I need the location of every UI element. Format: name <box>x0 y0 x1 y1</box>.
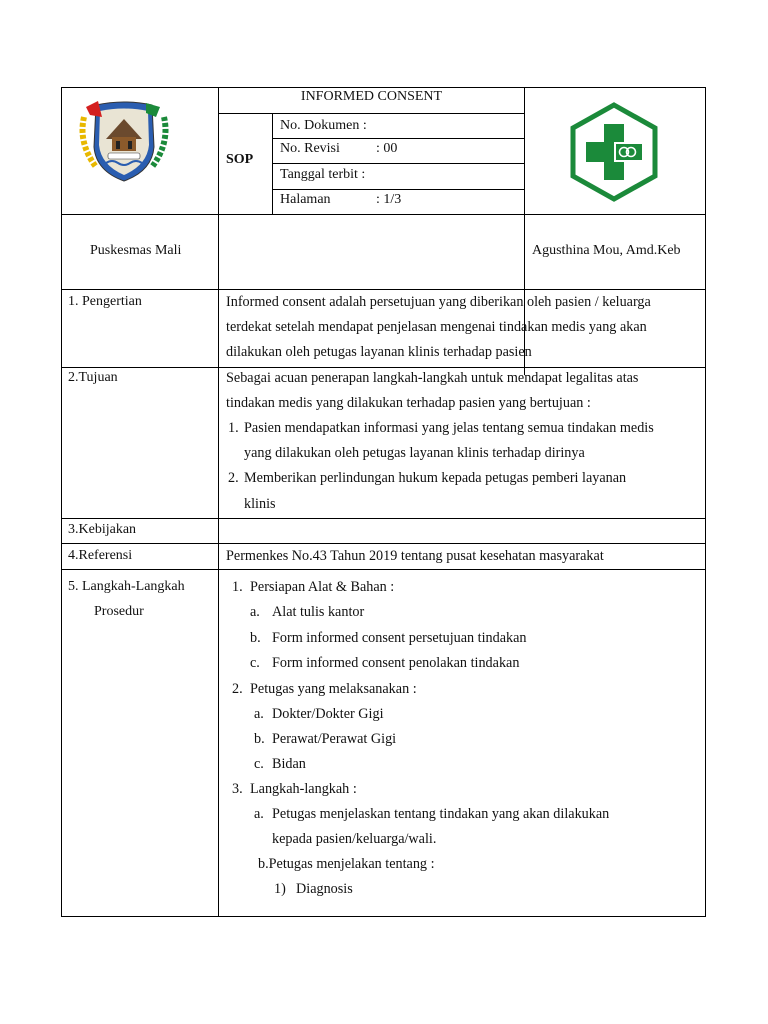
col-divider-sop <box>272 113 273 215</box>
row-divider-tujuan <box>61 518 706 519</box>
row-divider-referensi <box>61 569 706 570</box>
list-item-marker: c. <box>250 655 260 671</box>
institution-name: Puskesmas Mali <box>90 243 182 258</box>
tujuan-item-line: Pasien mendapatkan informasi yang jelas tentang semua tindakan medis <box>244 420 654 436</box>
sub-list-marker: 1) <box>274 881 286 897</box>
list-item: Form informed consent persetujuan tindakan <box>272 630 527 646</box>
pengertian-line: Informed consent adalah persetujuan yang diberikan oleh pasien / keluarga <box>226 294 651 310</box>
tujuan-item-line: Memberikan perlindungan hukum kepada petugas pemberi layanan <box>244 470 627 486</box>
row-divider-kebijakan <box>61 543 706 544</box>
sub-list-item: Diagnosis <box>296 881 353 897</box>
section-label-langkah: 5. Langkah-Langkah <box>68 579 185 594</box>
list-item-marker: c. <box>254 756 264 772</box>
row-divider-pengertian <box>61 367 706 368</box>
revision-value: : 00 <box>376 141 398 156</box>
col-divider-1 <box>218 87 219 917</box>
tujuan-item-number: 2. <box>228 470 239 486</box>
tujuan-intro-line: Sebagai acuan penerapan langkah-langkah untuk mendapat legalitas atas <box>226 370 639 386</box>
list-item: b.Petugas menjelakan tentang : <box>258 856 435 872</box>
header-row-divider-2 <box>272 163 525 164</box>
table-border-left <box>61 87 62 917</box>
section-label-tujuan: 2.Tujuan <box>68 370 118 385</box>
list-item: Perawat/Perawat Gigi <box>272 731 397 747</box>
section-label-kebijakan: 3.Kebijakan <box>68 522 137 537</box>
signatory-name: Agusthina Mou, Amd.Keb <box>532 243 681 258</box>
referensi-text: Permenkes No.43 Tahun 2019 tentang pusat kesehatan masyarakat <box>226 548 604 564</box>
tujuan-item-number: 1. <box>228 420 239 436</box>
section-label-prosedur: Prosedur <box>94 604 144 619</box>
puskesmas-logo-icon <box>568 102 660 202</box>
pengertian-line: terdekat setelah mendapat penjelasan mengenai tindakan medis yang akan <box>226 319 647 335</box>
issue-date-label: Tanggal terbit : <box>280 167 366 182</box>
header-row-divider-1 <box>272 138 525 139</box>
regional-emblem-icon <box>76 97 172 185</box>
tujuan-item-line: yang dilakukan oleh petugas layanan klinis terhadap dirinya <box>244 445 585 461</box>
langkah-group-number: 3. <box>232 781 243 797</box>
sop-label: SOP <box>226 152 254 167</box>
header-title-divider <box>218 113 525 114</box>
list-item-marker: b. <box>250 630 261 646</box>
langkah-group-title: Petugas yang melaksanakan : <box>250 681 417 697</box>
page-label: Halaman <box>280 192 331 207</box>
section-label-pengertian: 1. Pengertian <box>68 294 142 309</box>
section-label-referensi: 4.Referensi <box>68 548 133 563</box>
list-item: Form informed consent penolakan tindakan <box>272 655 520 671</box>
langkah-group-number: 2. <box>232 681 243 697</box>
list-item-marker: b. <box>254 731 265 747</box>
table-border-right <box>705 87 706 917</box>
table-border-top <box>61 87 706 88</box>
langkah-group-title: Langkah-langkah : <box>250 781 357 797</box>
list-item-continuation: kepada pasien/keluarga/wali. <box>272 831 437 847</box>
list-item-marker: a. <box>250 604 260 620</box>
list-item-marker: a. <box>254 806 264 822</box>
list-item-marker: a. <box>254 706 264 722</box>
row-divider-institution <box>61 289 706 290</box>
list-item: Dokter/Dokter Gigi <box>272 706 384 722</box>
list-item: Bidan <box>272 756 306 772</box>
doc-number-label: No. Dokumen : <box>280 118 367 133</box>
document-title: INFORMED CONSENT <box>300 89 443 104</box>
revision-label: No. Revisi <box>280 141 340 156</box>
pengertian-line: dilakukan oleh petugas layanan klinis terhadap pasien <box>226 344 532 360</box>
table-border-bottom <box>61 916 706 917</box>
page-value: : 1/3 <box>376 192 402 207</box>
list-item: Alat tulis kantor <box>272 604 365 620</box>
list-item: Petugas menjelaskan tentang tindakan yang akan dilakukan <box>272 806 610 822</box>
langkah-group-title: Persiapan Alat & Bahan : <box>250 579 395 595</box>
row-divider-header <box>61 214 706 215</box>
tujuan-item-line: klinis <box>244 496 276 512</box>
langkah-group-number: 1. <box>232 579 243 595</box>
header-row-divider-3 <box>272 189 525 190</box>
tujuan-intro-line: tindakan medis yang dilakukan terhadap pasien yang bertujuan : <box>226 395 591 411</box>
